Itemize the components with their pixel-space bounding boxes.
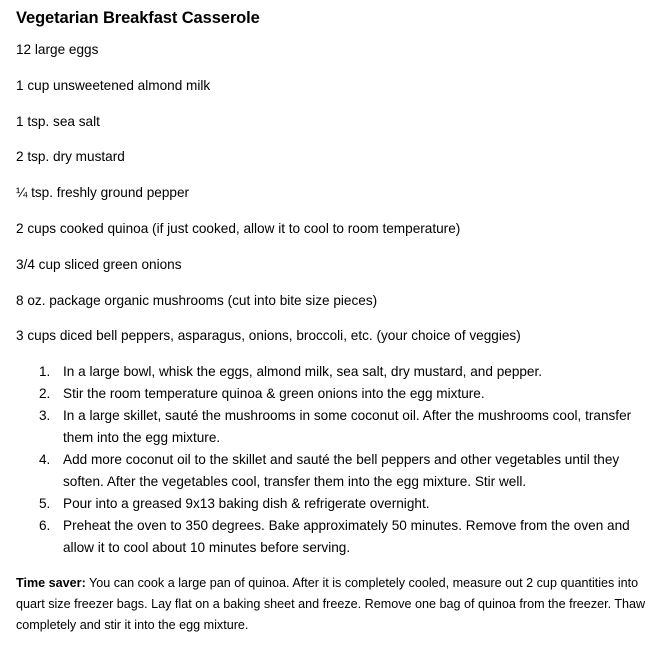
step-number: 3. bbox=[39, 408, 51, 424]
step-text: Stir the room temperature quinoa & green onions into the egg mixture. bbox=[63, 386, 485, 402]
step-text: In a large bowl, whisk the eggs, almond milk, sea salt, dry mustard, and pepper. bbox=[63, 364, 543, 380]
ingredient-item: 3 cups diced bell peppers, asparagus, onions, broccoli, etc. (your choice of veggies) bbox=[16, 328, 521, 344]
recipe-title: Vegetarian Breakfast Casserole bbox=[16, 9, 260, 27]
step-number: 2. bbox=[39, 386, 51, 402]
note-label: Time saver: bbox=[16, 576, 86, 591]
ingredient-list bbox=[16, 41, 647, 345]
step-text: Pour into a greased 9x13 baking dish & refrigerate overnight. bbox=[63, 496, 430, 512]
instruction-step bbox=[39, 383, 647, 405]
ingredient-item: 2 cups cooked quinoa (if just cooked, allow it to cool to room temperature) bbox=[16, 220, 461, 236]
ingredient-item: 8 oz. package organic mushrooms (cut into bite size pieces) bbox=[16, 292, 378, 308]
ingredient-item: 2 tsp. dry mustard bbox=[16, 149, 125, 165]
step-text: Preheat the oven to 350 degrees. Bake approximately 50 minutes. Remove from the oven and allow it to cool about 10 minutes before serving. bbox=[63, 518, 630, 556]
ingredient-item: 12 large eggs bbox=[16, 42, 99, 57]
instruction-step bbox=[39, 405, 647, 449]
step-text: In a large skillet, sauté the mushrooms in some coconut oil. After the mushrooms cool, transfer them into the egg mixture. bbox=[63, 408, 632, 446]
instruction-step bbox=[39, 515, 647, 559]
step-number: 6. bbox=[39, 518, 51, 534]
instruction-step bbox=[39, 361, 647, 383]
step-text: Add more coconut oil to the skillet and sauté the bell peppers and other vegetables until they soften. After the vegetables cool, transfer them into the egg mixture. Stir well. bbox=[63, 452, 620, 490]
ingredient-item: ¼ tsp. freshly ground pepper bbox=[16, 185, 190, 201]
ingredient-item: 1 cup unsweetened almond milk bbox=[16, 77, 211, 93]
step-number: 4. bbox=[39, 452, 51, 468]
instruction-step bbox=[39, 449, 647, 493]
ingredient-item: 1 tsp. sea salt bbox=[16, 113, 100, 129]
step-number: 1. bbox=[39, 364, 51, 380]
instruction-step bbox=[39, 493, 647, 515]
note-text: You can cook a large pan of quinoa. After it is completely cooled, measure out 2 cup quantities into quart size freezer bags. Lay flat on a baking sheet and freeze. Remove one bag of quinoa from the freezer. Thaw completely and stir it into the egg mixture. bbox=[16, 576, 646, 633]
ingredient-item: 3/4 cup sliced green onions bbox=[16, 256, 182, 272]
instruction-list bbox=[16, 361, 647, 559]
step-number: 5. bbox=[39, 496, 51, 512]
time-saver-note bbox=[16, 573, 656, 636]
